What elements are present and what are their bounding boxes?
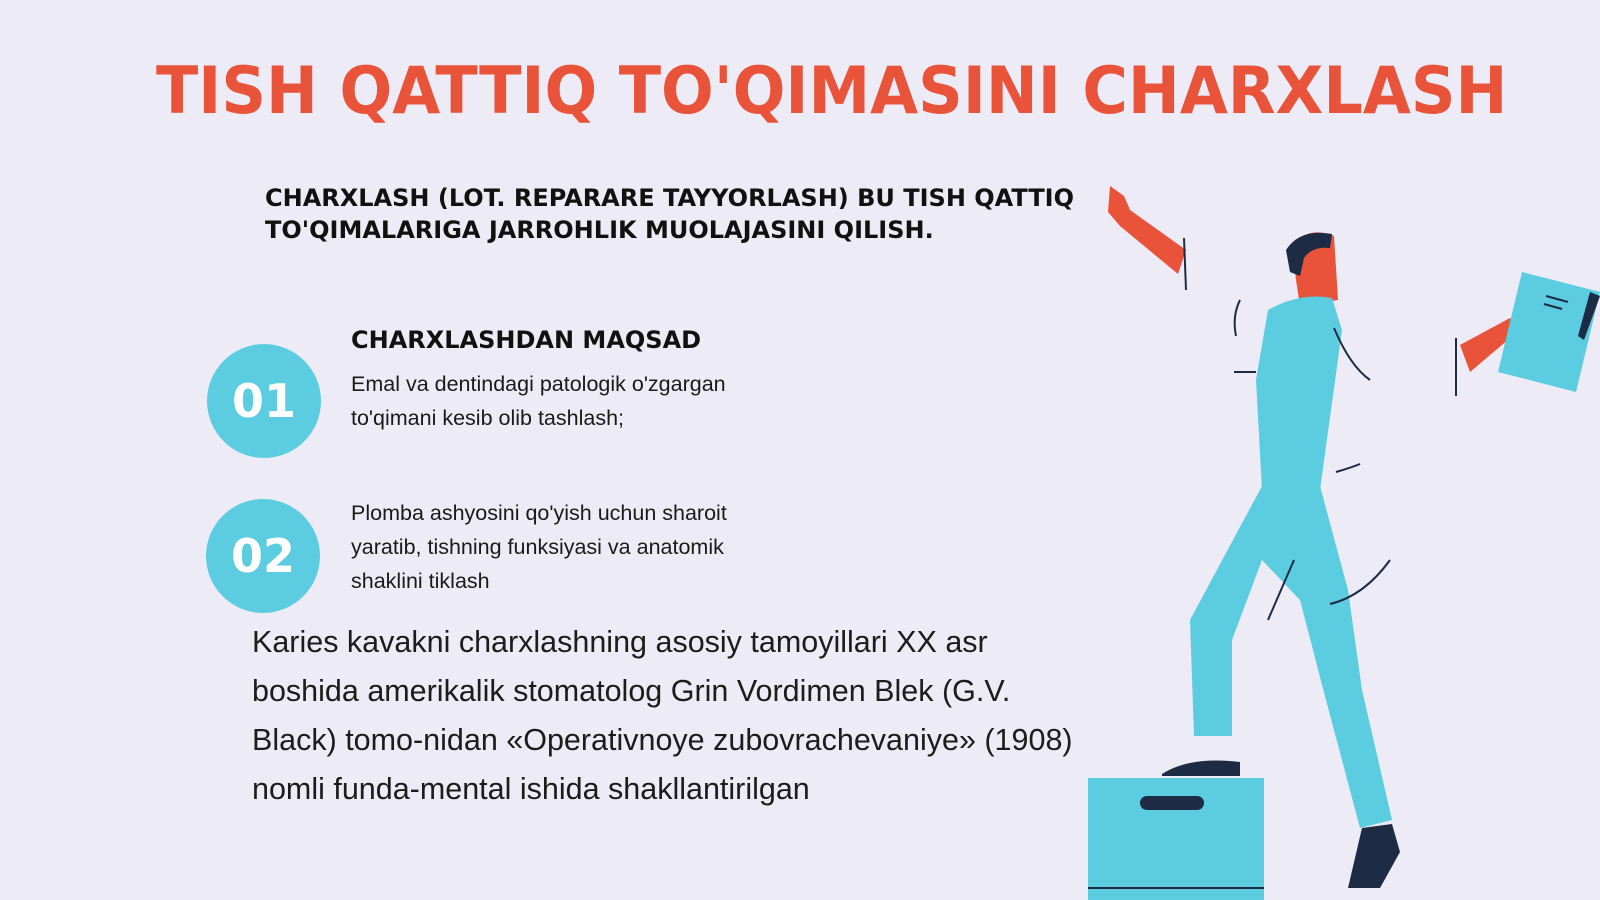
item-heading: CHARXLASHDAN MAQSAD [351,326,702,354]
slide-title: TISH QATTIQ TO'QIMASINI CHARXLASH [156,52,1508,129]
walking-person-with-folder-icon [1080,170,1600,900]
item-text: Emal va dentindagi patologik o'zgargan to'qimani kesib olib tashlash; [351,372,726,430]
item-number-badge: 02 [206,499,320,613]
item-text: Plomba ashyosini qo'yish uchun sharoit yaratib, tishning funksiyasi va anatomik shaklini tiklash [351,501,727,593]
item-number-badge: 01 [207,344,321,458]
history-paragraph: Karies kavakni charxlashning asosiy tamoyillari XX asr boshida amerikalik stomatolog Grin Vordimen Blek (G.V. Black) tomo-nidan «Operativnoye zubovrachevaniye» (1908) nomli funda-mental ishida shakllantirilgan [252,625,1073,806]
definition-text: CHARXLASH (LOT. REPARARE TAYYORLASH) BU TISH QATTIQ TO'QIMALARIGA JARROHLIK MUOLAJASINI QILISH. [265,184,1075,244]
